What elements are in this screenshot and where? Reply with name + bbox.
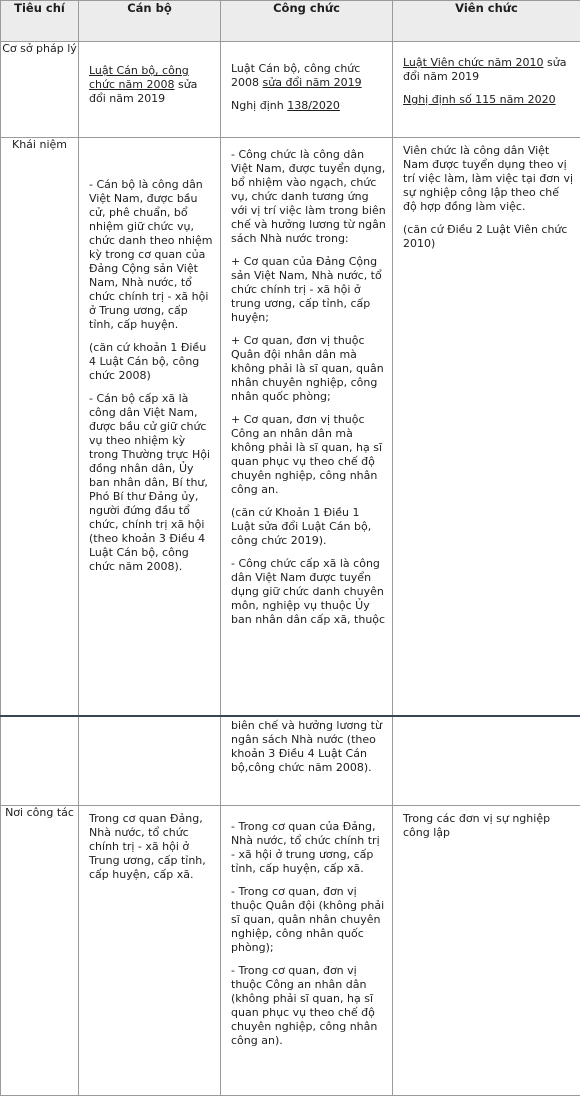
legal-basis-cong-chuc-cell <box>221 42 393 138</box>
concept-vien-chuc-p2: (căn cứ Điều 2 Luật Viên chức 2010) <box>403 223 568 250</box>
workplace-can-bo-cell <box>79 806 221 1096</box>
concept-cong-chuc-p2: + Cơ quan của Đảng Cộng sản Việt Nam, Nhà nước, tổ chức chính trị - xã hội ở trung ương, cấp tỉnh, cấp huyện; <box>231 255 382 324</box>
legal-basis-can-bo-post: sửa đổi năm 2019 <box>89 78 198 105</box>
legal-basis-row <box>1 42 580 138</box>
concept-can-bo-p3: - Cán bộ cấp xã là công dân Việt Nam, được bầu cử giữ chức vụ theo nhiệm kỳ trong Thường trực Hội đồng nhân dân, Ủy ban nhân dân, Bí thư, Phó Bí thư Đảng ủy, người đứng đầu tổ chức, chính trị xã hội (theo khoản 3 Điều 4 Luật Cán bộ, công chức năm 2008). <box>89 392 211 573</box>
legal-basis-criterion: Cơ sở pháp lý <box>1 42 79 138</box>
header-cong-chuc: Công chức <box>221 1 393 42</box>
concept-cong-chuc-cell <box>221 138 393 716</box>
workplace-criterion: Nơi công tác <box>1 806 79 1096</box>
workplace-row <box>1 806 580 1096</box>
legal-basis-vien-chuc-post: sửa đổi năm 2019 <box>403 56 567 83</box>
concept-cong-chuc-p6: - Công chức cấp xã là công dân Việt Nam được tuyển dụng giữ chức danh chuyên môn, nghiệp vụ thuộc Ủy ban nhân dân cấp xã, thuộc <box>231 557 386 626</box>
concept-vien-chuc-cell <box>393 138 580 716</box>
concept-cong-chuc-p3: + Cơ quan, đơn vị thuộc Quân đội nhân dân mà không phải là sĩ quan, quân nhân chuyên nghiệp, công nhân quốc phòng; <box>231 334 384 403</box>
concept-row <box>1 138 580 716</box>
legal-basis-vien-chuc-cell <box>393 42 580 138</box>
law-link-vien-chuc[interactable]: Luật Viên chức năm 2010 <box>403 56 544 69</box>
concept-can-bo-p2: (căn cứ khoản 1 Điều 4 Luật Cán bộ, công chức 2008) <box>89 341 207 382</box>
workplace-cong-chuc-p3: - Trong cơ quan, đơn vị thuộc Công an nhân dân (không phải sĩ quan, hạ sĩ quan phục vụ theo chế độ chuyên nghiệp, công nhân công an). <box>231 964 378 1047</box>
legal-basis-cong-chuc-text: Luật Cán bộ, công chức 2008 <box>231 62 361 89</box>
header-can-bo: Cán bộ <box>79 1 221 42</box>
concept-criterion: Khái niệm <box>1 138 79 716</box>
concept-cong-chuc-p4: + Cơ quan, đơn vị thuộc Công an nhân dân mà không phải là sĩ quan, hạ sĩ quan phục vụ theo chế độ chuyên nghiệp, công nhân công an. <box>231 413 383 496</box>
header-vien-chuc: Viên chức <box>393 1 580 42</box>
legal-basis-can-bo-cell <box>79 42 221 138</box>
concept-vien-chuc-p1: Viên chức là công dân Việt Nam được tuyển dụng theo vị trí việc làm, làm việc tại đơn vị sự nghiệp công lập theo chế độ hợp đồng làm việc. <box>403 144 574 213</box>
concept-cong-chuc-p5: (căn cứ Khoản 1 Điều 1 Luật sửa đổi Luật Cán bộ, công chức 2019). <box>231 506 372 547</box>
workplace-can-bo-text: Trong cơ quan Đảng, Nhà nước, tổ chức chính trị - xã hội ở Trung ương, cấp tỉnh, cấp huyện, cấp xã. <box>89 812 206 881</box>
decree-link-115[interactable]: Nghị định số 115 năm 2020 <box>403 93 556 106</box>
workplace-cong-chuc-p1: - Trong cơ quan của Đảng, Nhà nước, tổ chức chính trị - xã hội ở trung ương, cấp tỉnh, cấp huyện, cấp xã. <box>231 820 380 875</box>
header-row <box>1 1 580 42</box>
concept-can-bo-p1: - Cán bộ là công dân Việt Nam, được bầu cử, phê chuẩn, bổ nhiệm giữ chức vụ, chức danh theo nhiệm kỳ trong cơ quan của Đảng Cộng sản Việt Nam, Nhà nước, tổ chức chính trị - xã hội ở Trung ương, cấp tỉnh, cấp huyện. <box>89 178 213 331</box>
decree-link-138-2020[interactable]: 138/2020 <box>287 99 340 112</box>
workplace-cong-chuc-p2: - Trong cơ quan, đơn vị thuộc Quân đội (không phải sĩ quan, quân nhân chuyên nghiệp, công nhân quốc phòng); <box>231 885 385 954</box>
workplace-vien-chuc-cell <box>393 806 580 1096</box>
concept-can-bo-cell <box>79 138 221 716</box>
continuation-empty-2 <box>79 716 221 806</box>
workplace-vien-chuc-text: Trong các đơn vị sự nghiệp công lập <box>403 812 551 839</box>
concept-cong-chuc-p1: - Công chức là công dân Việt Nam, được tuyển dụng, bổ nhiệm vào ngạch, chức vụ, chức danh tương ứng với vị trí việc làm trong biên chế và hưởng lương từ ngân sách Nhà nước trong: <box>231 148 386 245</box>
continuation-empty-4 <box>393 716 580 806</box>
concept-cong-chuc-continuation-cell <box>221 716 393 806</box>
header-criterion: Tiêu chí <box>1 1 79 42</box>
continuation-empty-1 <box>1 716 79 806</box>
law-link-can-bo[interactable]: Luật Cán bộ, công chức năm 2008 <box>89 64 189 91</box>
concept-cong-chuc-continuation: biên chế và hưởng lương từ ngân sách Nhà nước (theo khoản 3 Điều 4 Luật Cán bộ,công chức năm 2008). <box>231 718 382 774</box>
decree-label: Nghị định <box>231 99 288 112</box>
workplace-cong-chuc-cell <box>221 806 393 1096</box>
law-link-amendment-2019[interactable]: sửa đổi năm 2019 <box>262 76 362 89</box>
concept-continuation-row <box>1 716 580 806</box>
